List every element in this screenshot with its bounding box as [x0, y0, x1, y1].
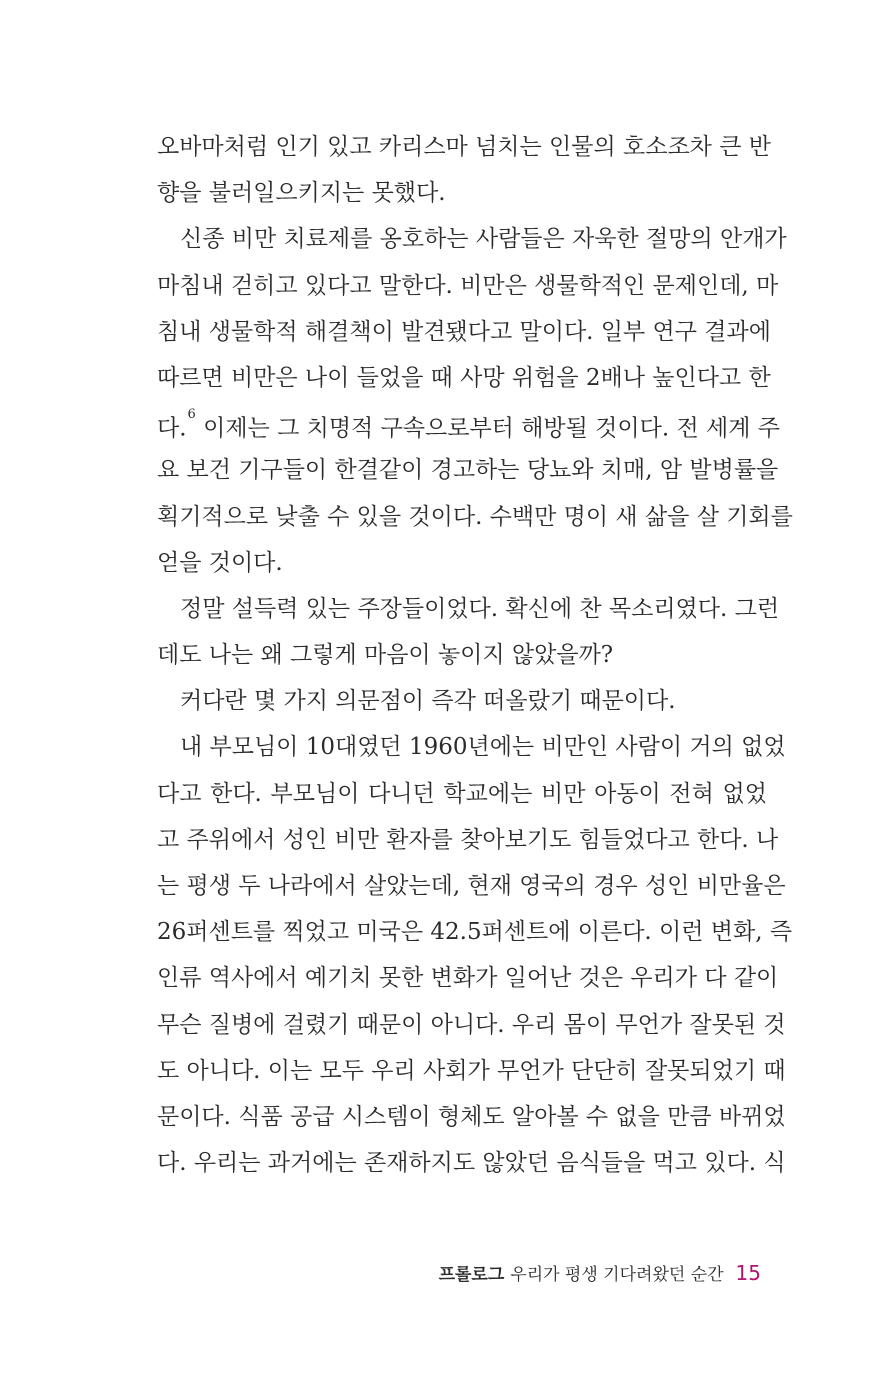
text-line: 데도 나는 왜 그렇게 마음이 놓이지 않았을까? [157, 642, 614, 669]
text-line: 다. 우리는 과거에는 존재하지도 않았던 음식들을 먹고 있다. 식 [157, 1150, 786, 1177]
text-line: 요 보건 기구들이 한결같이 경고하는 당뇨와 치매, 암 발병률을 [157, 457, 779, 484]
text-line: 침내 생물학적 해결책이 발견됐다고 말이다. 일부 연구 결과에 [157, 318, 771, 345]
page-number: 15 [735, 1261, 761, 1285]
running-footer [439, 1258, 761, 1288]
text-line: 는 평생 두 나라에서 살았는데, 현재 영국의 경우 성인 비만율은 [157, 873, 786, 899]
text-line: 무슨 질병에 걸렸기 때문이 아니다. 우리 몸이 무언가 잘못된 것 [157, 1011, 786, 1038]
body-text [157, 124, 793, 1186]
text-line: 26퍼센트를 찍었고 미국은 42.5퍼센트에 이른다. 이런 변화, 즉 [157, 919, 793, 946]
text-line: 정말 설득력 있는 주장들이었다. 확신에 찬 목소리였다. 그런 [180, 595, 780, 622]
text-fragment: 다. [157, 415, 187, 442]
text-line: 다고 한다. 부모님이 다니던 학교에는 비만 아동이 전혀 없었 [157, 780, 767, 807]
text-line: 문이다. 식품 공급 시스템이 형체도 알아볼 수 없을 만큼 바뀌었 [157, 1103, 786, 1130]
text-line: 마침내 걷히고 있다고 말한다. 비만은 생물학적인 문제인데, 마 [157, 272, 779, 299]
footnote-marker: 6 [187, 407, 196, 423]
text-line: 향을 불러일으키지는 못했다. [157, 180, 446, 207]
text-fragment: 이제는 그 치명적 구속으로부터 해방될 것이다. 전 세계 주 [203, 415, 780, 442]
text-line: 고 주위에서 성인 비만 환자를 찾아보기도 힘들었다고 한다. 나 [157, 826, 779, 853]
text-line: 커다란 몇 가지 의문점이 즉각 떠올랐기 때문이다. [180, 688, 676, 715]
text-line: 얻을 것이다. [157, 549, 283, 576]
text-line: 획기적으로 낮출 수 있을 것이다. 수백만 명이 새 삶을 살 기회를 [157, 503, 793, 530]
text-line: 내 부모님이 10대였던 1960년에는 비만인 사람이 거의 없었 [180, 734, 786, 761]
text-line: 도 아니다. 이는 모두 우리 사회가 무언가 단단히 잘못되었기 때 [157, 1057, 786, 1084]
text-line-with-footnote [157, 401, 780, 447]
text-line: 오바마처럼 인기 있고 카리스마 넘치는 인물의 호소조차 큰 반 [157, 134, 771, 160]
text-line: 따르면 비만은 나이 들었을 때 사망 위험을 2배나 높인다고 한 [157, 364, 771, 391]
text-line: 인류 역사에서 예기치 못한 변화가 일어난 것은 우리가 다 같이 [157, 965, 779, 992]
chapter-label: 프롤로그 [438, 1265, 505, 1285]
text-line: 신종 비만 치료제를 옹호하는 사람들은 자욱한 절망의 안개가 [180, 226, 787, 253]
chapter-title: 우리가 평생 기다려왔던 순간 [510, 1265, 724, 1285]
